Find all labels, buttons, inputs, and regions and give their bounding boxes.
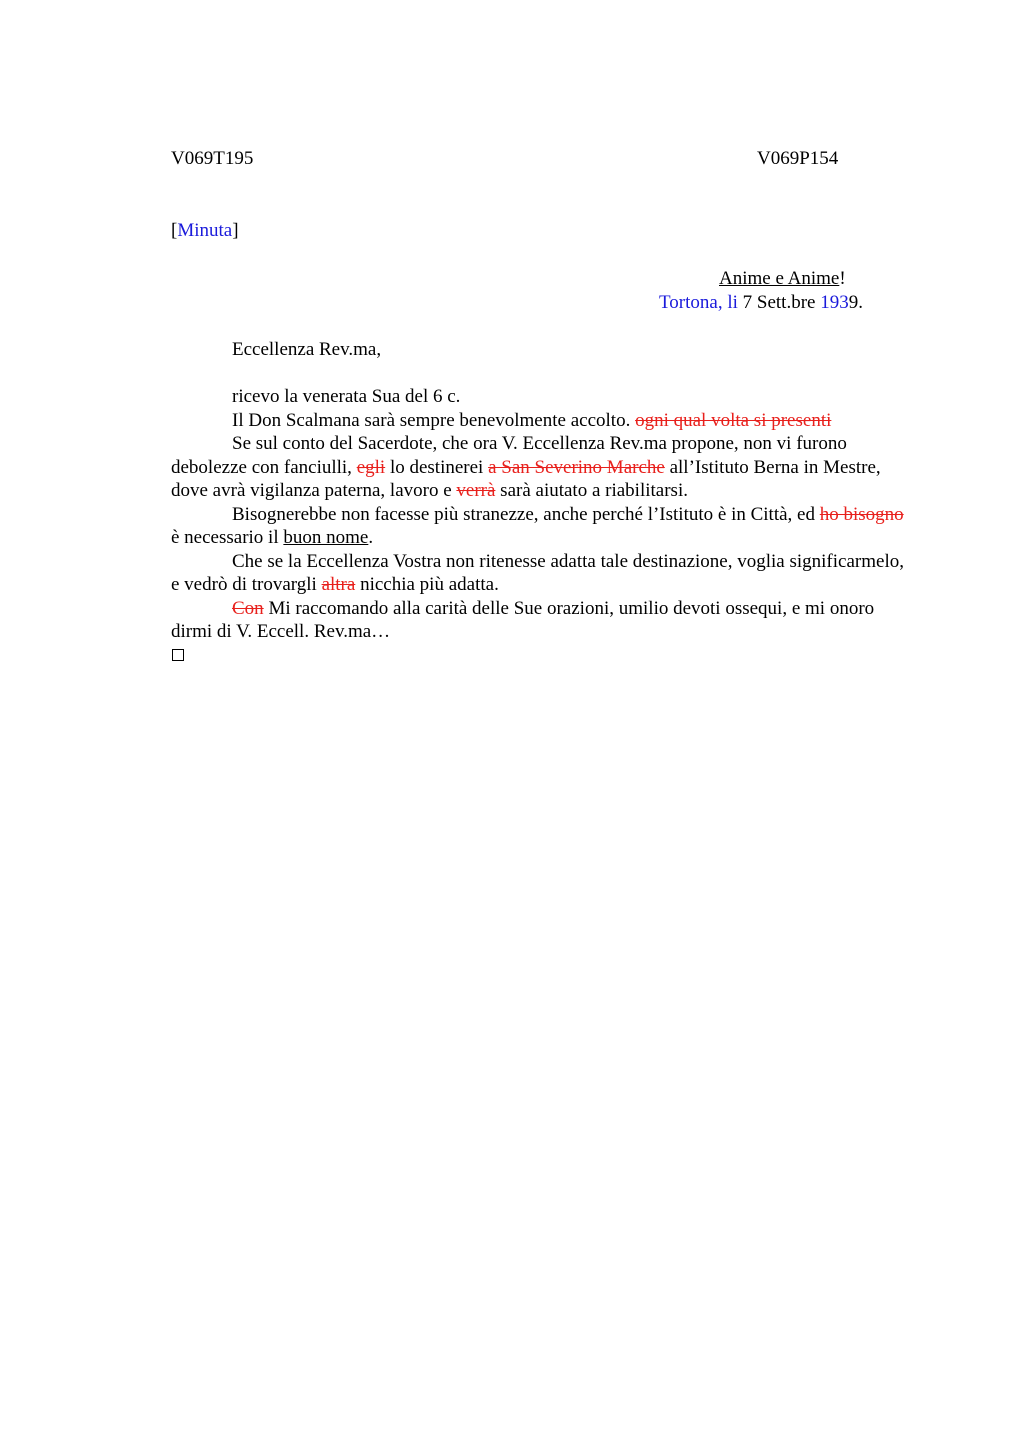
deletion: ho bisogno [819, 503, 904, 525]
minuta-label [171, 219, 239, 242]
place-date [659, 291, 863, 314]
motto-punct: ! [839, 268, 846, 289]
letter-body [171, 385, 911, 644]
paragraph-2: Il Don Scalmana sarà sempre benevolmente accolto. ogni qual volta si presenti [232, 409, 832, 431]
paragraph-6: Con Mi raccomando alla carità delle Sue orazioni, umilio devoti ossequi, e mi onoro dirmi di V. Eccell. Rev.ma… [171, 597, 875, 642]
bracket-open: [ [171, 220, 178, 241]
paragraph-4: Bisognerebbe non facesse più stranezze, anche perché l’Istituto è in Città, ed ho bisogno è necessario il buon nome. [171, 503, 904, 548]
deletion: altra [321, 574, 356, 595]
deletion: a San Severino Marche [488, 456, 665, 478]
end-marker-box [172, 649, 184, 661]
deletion: Con [232, 597, 264, 619]
deletion: verrà [456, 480, 496, 501]
year-end: 9. [848, 292, 863, 313]
day-month: 7 Sett.bre [737, 292, 821, 313]
deletion: egli [356, 456, 386, 478]
volume-code-left: V069T195 [171, 148, 254, 169]
place: Tortona, li [659, 292, 738, 313]
salutation: Eccellenza Rev.ma, [232, 339, 382, 360]
year-editorial: 193 [820, 292, 849, 313]
deletion: ogni qual volta si presenti [635, 409, 832, 431]
paragraph-1: ricevo la venerata Sua del 6 c. [232, 386, 461, 407]
motto [719, 267, 846, 290]
underlined-text: buon nome [283, 527, 369, 548]
minuta-text: Minuta [177, 220, 233, 241]
paragraph-3: Se sul conto del Sacerdote, che ora V. Eccellenza Rev.ma propone, non vi furono debolezze con fanciulli, egli lo destinerei a San Severino Marche all’Istituto Berna in Mestre, dove avrà vigilanza paterna, lavoro e verrà sarà aiutato a riabilitarsi. [171, 433, 881, 501]
paragraph-5: Che se la Eccellenza Vostra non ritenesse adatta tale destinazione, voglia significarmelo, e vedrò di trovargli altra nicchia più adatta. [171, 550, 904, 595]
volume-code-right: V069P154 [757, 148, 839, 169]
motto-text: Anime e Anime [719, 268, 840, 289]
bracket-close: ] [232, 220, 239, 241]
